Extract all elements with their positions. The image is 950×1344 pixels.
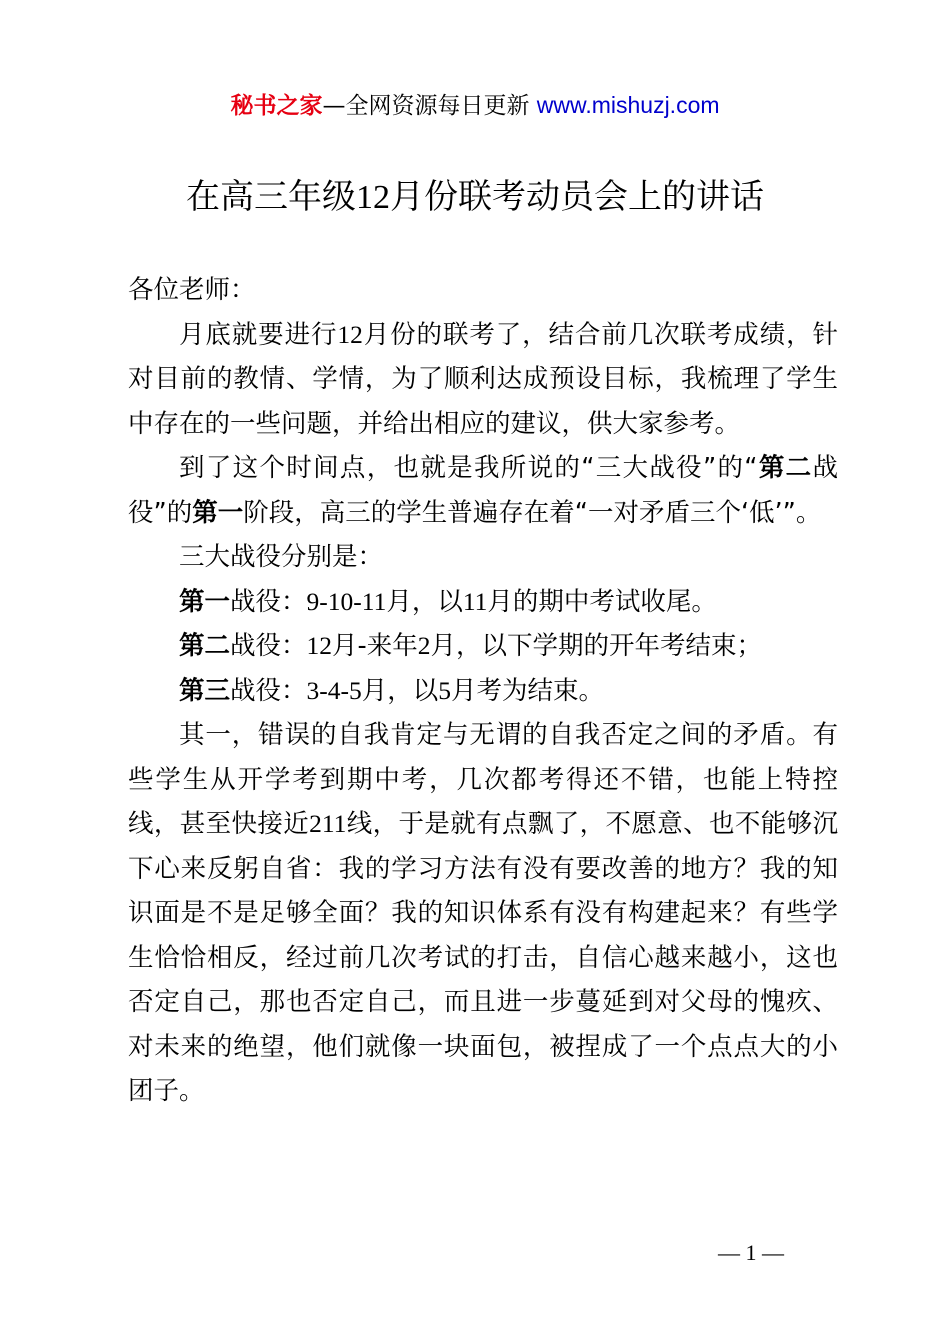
campaign2-num1: 12 — [306, 631, 333, 660]
p4-text-a: 其一，错误的自我肯定与无谓的自我否定之间的矛盾。有些学生从开学考到期中考，几次都考得还不错，也能上特控线，甚至快接近 — [128, 720, 838, 839]
p4-num: 211 — [309, 809, 347, 838]
campaign2-text-c: 月，以下学期的开年考结束； — [430, 631, 762, 661]
salutation: 各位老师： — [128, 275, 256, 305]
paragraph-contradiction — [128, 713, 838, 1114]
paragraph-intro — [128, 313, 838, 447]
campaign3-text-b: 月，以 — [361, 675, 439, 706]
campaign-item-3 — [128, 669, 838, 714]
p1-text-a: 月底就要进行 — [179, 319, 338, 350]
campaign2-text-a: 战役： — [230, 631, 307, 661]
p2-text-b: 战役”的 — [128, 453, 838, 528]
campaign3-text-a: 战役： — [230, 675, 307, 706]
paragraph-campaign-stage — [128, 446, 838, 535]
campaign2-num2: 2 — [417, 631, 431, 660]
campaign1-text-b: 月，以 — [386, 586, 463, 617]
campaign3-bold: 第三 — [179, 675, 231, 706]
header-url-link[interactable]: www.mishuzj.com — [536, 92, 720, 118]
campaign1-text-a: 战役： — [230, 586, 307, 617]
p2-bold-second: 第二 — [757, 453, 813, 483]
campaign3-num1: 3-4-5 — [306, 675, 362, 705]
p2-bold-first: 第一 — [192, 497, 244, 528]
campaign2-bold: 第二 — [179, 631, 231, 661]
document-body — [128, 268, 838, 1114]
campaign1-num2: 11 — [462, 586, 488, 616]
campaign2-text-b: 月-来年 — [332, 631, 418, 661]
p1-num: 12 — [337, 319, 363, 349]
campaign1-bold: 第一 — [179, 586, 231, 617]
p2-text-a: 到了这个时间点，也就是我所说的“三大战役”的“ — [179, 453, 758, 483]
document-title — [0, 174, 950, 221]
campaign1-num1: 9-10-11 — [306, 586, 387, 616]
paragraph-campaign-intro: 三大战役分别是： — [179, 542, 384, 572]
header-brand: 秘书之家 — [230, 93, 323, 119]
campaign3-text-c: 月考为结束。 — [451, 675, 605, 706]
title-num: 12 — [356, 179, 390, 216]
p1-text-b: 月份的联考了，结合前几次联考成绩，针对目前的教情、学情，为了顺利达成预设目标，我梳理了学生中存在的一些问题，并给出相应的建议，供大家参考。 — [128, 319, 838, 439]
campaign-item-2 — [128, 624, 838, 669]
page-number: — 1 — — [718, 1240, 784, 1265]
campaign-item-1 — [128, 580, 838, 625]
site-header — [0, 88, 950, 123]
campaign1-text-c: 月的期中考试收尾。 — [487, 586, 717, 617]
p4-text-b: 线，于是就有点飘了，不愿意、也不能够沉下心来反躬自省：我的学习方法有没有要改善的地方？我的知识面是不是足够全面？我的知识体系有没有构建起来？有些学生恰恰相反，经过前几次考试的打击，自信心越来越小，这也否定自己，那也否定自己，而且进一步蔓延到对父母的愧疚、对未来的绝望，他们就像一块面包，被捏成了一个点点大的小团子。 — [128, 809, 838, 1106]
p2-text-c: 阶段，高三的学生普遍存在着“一对矛盾三个‘低’”。 — [243, 497, 822, 528]
campaign3-num2: 5 — [438, 675, 452, 705]
title-pre: 在高三年级 — [186, 177, 356, 217]
title-post: 月份联考动员会上的讲话 — [390, 177, 764, 217]
header-tagline: —全网资源每日更新 — [322, 93, 537, 119]
